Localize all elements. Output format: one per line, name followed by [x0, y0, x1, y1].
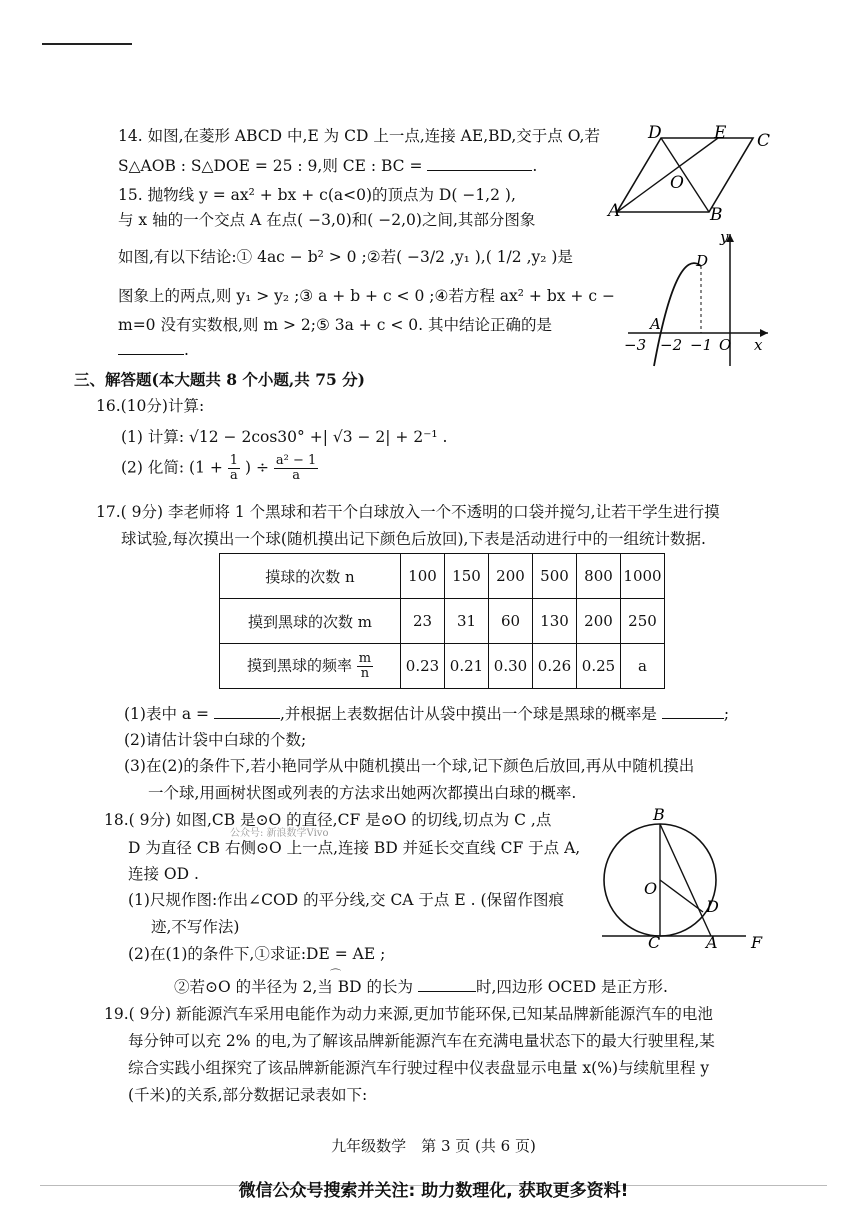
q17-sub3b: 一个球,用画树状图或列表的方法求出她两次都摸出白球的概率.	[148, 784, 577, 802]
table-cell: 23	[401, 599, 445, 644]
q14-answer-blank	[427, 156, 532, 171]
fig15-tick-neg2: −2	[660, 336, 683, 354]
q16-part2-prefix: (2) 化简: (1 +	[121, 458, 223, 477]
table-cell: 0.21	[445, 644, 489, 689]
q14-line2	[118, 154, 537, 176]
q16-part2-mid: ) ÷	[245, 458, 269, 477]
q15-line1: 15. 抛物线 y = ax² + bx + c(a<0)的顶点为 D( −1,2 ),	[118, 186, 516, 204]
fig15-label-D: D	[696, 252, 709, 270]
table-cell: 500	[533, 554, 577, 599]
fig14-label-C: C	[757, 131, 771, 151]
q17-sub2: (2)请估计袋中白球的个数;	[124, 731, 307, 749]
page-footer: 九年级数学 第 3 页 (共 6 页)	[331, 1137, 536, 1155]
fig14-label-O: O	[670, 173, 684, 193]
fig15-label-y: y	[720, 228, 729, 246]
table-cell: 200	[489, 554, 533, 599]
q14-end: .	[532, 157, 538, 175]
fig14-label-D: D	[648, 123, 662, 143]
q18-arc-blank	[418, 977, 476, 992]
q16-part1: (1) 计算: √12 − 2cos30° +| √3 − 2| + 2⁻¹ .	[121, 428, 448, 446]
q16-frac1-den: a	[230, 468, 238, 483]
q15-answer-line	[118, 340, 189, 359]
table-row	[220, 554, 665, 599]
q17-data-table	[219, 553, 665, 689]
q17-sub1-b: ,并根据上表数据估计从袋中摸出一个球是黑球的概率是	[279, 705, 657, 723]
q14-line2-text: S△AOB : S△DOE = 25 : 9,则 CE : BC =	[118, 157, 423, 175]
q18-sub2b	[174, 975, 668, 997]
q15-line3: 如图,有以下结论:① 4ac − b² > 0 ;②若( −3/2 ,y₁ ),( 1/2 ,y₂ )是	[118, 248, 573, 266]
table-cell: 0.26	[533, 644, 577, 689]
table-cell: 250	[621, 599, 665, 644]
promo-banner: 微信公众号搜索并关注: 助力数理化, 获取更多资料!	[238, 1181, 629, 1201]
arc-mark: ⌒	[330, 968, 341, 981]
fig15-label-x: x	[754, 336, 763, 354]
q16-part2	[121, 454, 318, 483]
fig14-label-E: E	[714, 123, 727, 143]
table-cell: 0.23	[401, 644, 445, 689]
q19-line4: (千米)的关系,部分数据记录表如下:	[128, 1086, 368, 1104]
q18-sub2b-b: 时,四边形 OCED 是正方形.	[475, 978, 668, 996]
table-row	[220, 644, 665, 689]
fig15-tick-neg1: −1	[690, 336, 713, 354]
table-cell: 200	[577, 599, 621, 644]
table-cell: 31	[445, 599, 489, 644]
q17-sub1-a: (1)表中 a =	[124, 705, 210, 723]
table-row	[220, 599, 665, 644]
table-row-label-text: 摸到黑球的频率	[246, 656, 352, 674]
q15-line5: m=0 没有实数根,则 m > 2;⑤ 3a + c < 0. 其中结论正确的是	[118, 316, 552, 334]
q16-frac2	[274, 454, 318, 483]
table-cell: 100	[401, 554, 445, 599]
watermark-text: 公众号: 新浪数学Vivo	[230, 828, 329, 839]
table-cell: 1000	[621, 554, 665, 599]
q17-line1: 17.( 9分) 李老师将 1 个黑球和若干个白球放入一个不透明的口袋并搅匀,让若干学生进行摸	[96, 503, 720, 521]
fig15-label-O: O	[719, 336, 732, 354]
fig18-label-C: C	[648, 933, 661, 950]
fig18-label-B: B	[653, 806, 665, 824]
q15-end: .	[184, 341, 189, 359]
q17-blank-prob	[662, 704, 724, 719]
fig18-label-D: D	[706, 897, 719, 916]
table-cell: 0.30	[489, 644, 533, 689]
q16-frac1	[228, 454, 240, 483]
q18-sub1a: (1)尺规作图:作出∠COD 的平分线,交 CA 于点 E . (保留作图痕	[128, 891, 564, 909]
q19-line2: 每分钟可以充 2% 的电,为了解该品牌新能源汽车在充满电量状态下的最大行驶里程,某	[128, 1032, 715, 1050]
fig15-tick-neg3: −3	[624, 336, 647, 354]
table-cell: 60	[489, 599, 533, 644]
q18-sub2b-a: ②若⊙O 的半径为 2,当 BD 的长为	[174, 978, 414, 996]
q16-frac2-num: a² − 1	[275, 453, 317, 468]
fig18-label-A: A	[706, 933, 718, 950]
q15-line2: 与 x 轴的一个交点 A 在点( −3,0)和( −2,0)之间,其部分图象	[118, 211, 536, 229]
fig14-label-B: B	[710, 205, 723, 222]
q14-line1: 14. 如图,在菱形 ABCD 中,E 为 CD 上一点,连接 AE,BD,交于点 O,若	[118, 127, 600, 145]
q18-line1: 18.( 9分) 如图,CB 是⊙O 的直径,CF 是⊙O 的切线,切点为 C ,点	[104, 811, 552, 829]
table-row-label	[220, 644, 401, 689]
q18-line2: D 为直径 CB 右侧⊙O 上一点,连接 BD 并延长交直线 CF 于点 A,	[128, 839, 581, 857]
fig14-label-A: A	[608, 201, 621, 221]
table-cell: 800	[577, 554, 621, 599]
fig18-label-F: F	[751, 933, 763, 950]
q17-sub1-c: ;	[723, 705, 730, 723]
table-cell: a	[621, 644, 665, 689]
frac-num: m	[358, 650, 372, 666]
parabola-figure	[616, 226, 776, 376]
fig15-label-A: A	[650, 315, 661, 333]
circle-figure	[596, 806, 774, 950]
q15-answer-blank	[118, 340, 184, 355]
q17-blank-a	[214, 704, 280, 719]
rhombus-figure	[606, 122, 776, 222]
section-3-heading: 三、解答题(本大题共 8 个小题,共 75 分)	[74, 370, 366, 389]
q17-sub1	[124, 702, 729, 724]
top-rule	[42, 43, 132, 45]
q16-frac1-num: 1	[229, 453, 239, 468]
q18-sub1b: 迹,不写作法)	[151, 918, 240, 936]
q16-title: 16.(10分)计算:	[96, 397, 205, 415]
table-cell: 130	[533, 599, 577, 644]
table-cell: 0.25	[577, 644, 621, 689]
q17-sub3a: (3)在(2)的条件下,若小艳同学从中随机摸出一个球,记下颜色后放回,再从中随机摸出	[124, 757, 695, 775]
q17-line2: 球试验,每次摸出一个球(随机摸出记下颜色后放回),下表是活动进行中的一组统计数据.	[121, 530, 706, 548]
q18-sub2: (2)在(1)的条件下,①求证:DE = AE ;	[128, 945, 386, 963]
table-row-label: 摸到黑球的次数 m	[220, 599, 401, 644]
fig18-label-O: O	[644, 879, 658, 898]
q19-line3: 综合实践小组探究了该品牌新能源汽车行驶过程中仪表盘显示电量 x(%)与续航里程 y	[128, 1059, 710, 1077]
q18-line3: 连接 OD .	[128, 865, 199, 883]
frac-den: n	[360, 665, 370, 681]
q19-line1: 19.( 9分) 新能源汽车采用电能作为动力来源,更加节能环保,已知某品牌新能源汽车的电池	[104, 1005, 713, 1023]
m-over-n-frac	[357, 652, 373, 681]
q16-frac2-den: a	[292, 468, 300, 483]
q15-line4: 图象上的两点,则 y₁ > y₂ ;③ a + b + c < 0 ;④若方程 ax² + bx + c −	[118, 287, 615, 305]
table-cell: 150	[445, 554, 489, 599]
table-row-label: 摸球的次数 n	[220, 554, 401, 599]
